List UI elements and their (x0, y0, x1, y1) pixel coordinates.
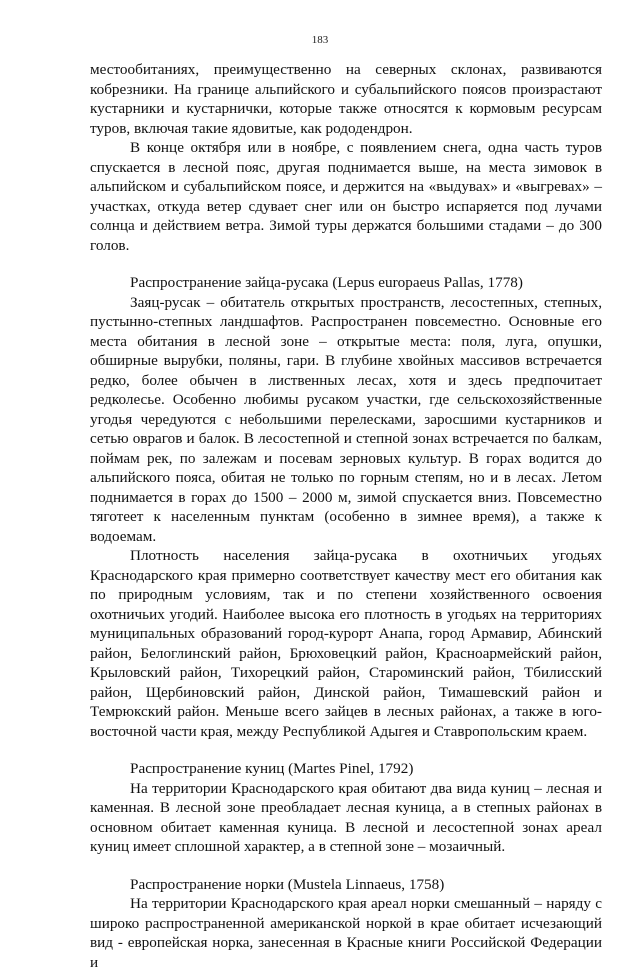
paragraph-tur-winter: В конце октября или в ноябре, с появлением снега, одна часть туров спускается в лесной пояс, другая поднимается выше, на места зимовок в альпийском и субальпийском поясе, и держится на «выдувах» и «выгревах» – участках, откуда ветер сдувает снег или он быстро испаряется под лучами солнца и действием ветра. Зимой туры держатся большими стадами – до 300 голов. (90, 139, 602, 254)
heading-marten: Распространение куниц (Martes Pinel, 1792) (130, 760, 414, 777)
paragraph-hare-habitat: Заяц-русак – обитатель открытых пространств, лесостепных, степных, пустынно-степных ландшафтов. Распространен повсеместно. Основные его места обитания в лесной зоне – открытые места: поля, луга, опушки, обширные вырубки, поляны, гари. В глубине хвойных массивов встречается редко, более обычен в лиственных лесах, хотя и здесь предпочитает редколесье. Особенно любимы русаком участки, где сельскохозяйственные угодья чередуются с небольшими перелесками, заросшими кустарников и сетью оврагов и балок. В лесостепной и степной зонах встречается по балкам, поймам рек, по залежам и посевам зерновых культур. В горах водится до альпийского пояса, обитая не только по горным степям, но и в лесах. Летом поднимается в горах до 1500 – 2000 м, зимой спускается вниз. Повсеместно тяготеет к населенным пунктам (особенно в зимнее время), а также к водоемам. (90, 293, 602, 545)
paragraph-mink: На территории Краснодарского края ареал норки смешанный – наряду с широко распространенной американской норкой в крае обитает исчезающий вид - европейская норка, занесенная в Красные книги Российской Федерации и (90, 895, 602, 971)
heading-hare: Распространение зайца-русака (Lepus europaeus Pallas, 1778) (130, 274, 523, 291)
heading-mink: Распространение норки (Mustela Linnaeus, 1758) (130, 875, 445, 893)
paragraph-tur-habitat: местообитаниях, преимущественно на северных склонах, развиваются кобрезники. На границе альпийского и субальпийского поясов произрастают кустарники и кустарнички, которые также относятся к кормовым ресурсам туров, включая такие ядовитые, как рододендрон. (90, 61, 602, 137)
paragraph-hare-density: Плотность населения зайца-русака в охотничьих угодьях Краснодарского края примерно соответствует качеству мест его обитания как по природным условиям, так и по степени хозяйственного освоения охотничьих угодий. Наиболее высока его плотность в угодьях на территориях муниципальных образований город-курорт Анапа, город Армавир, Абинский район, Белоглинский район, Брюховецкий район, Красноармейский район, Крыловский район, Тихорецкий район, Староминский район, Тбилисский район, Щербиновский район, Динской район, Тимашевский район и Темрюкский район. Меньше всего зайцев в лесных районах, а также в юго-восточной части края, между Республикой Адыгея и Ставропольским краем. (90, 547, 602, 740)
page-body (90, 60, 602, 972)
paragraph-marten: На территории Краснодарского края обитают два вида куниц – лесная и каменная. В лесной зоне преобладает лесная куница, а в степных районах в основном обитает каменная куница. В лесной и лесостепной зонах ареал куниц имеет сплошной характер, а в степной зоне – мозаичный. (90, 779, 602, 855)
page-number: 183 (311, 34, 329, 46)
